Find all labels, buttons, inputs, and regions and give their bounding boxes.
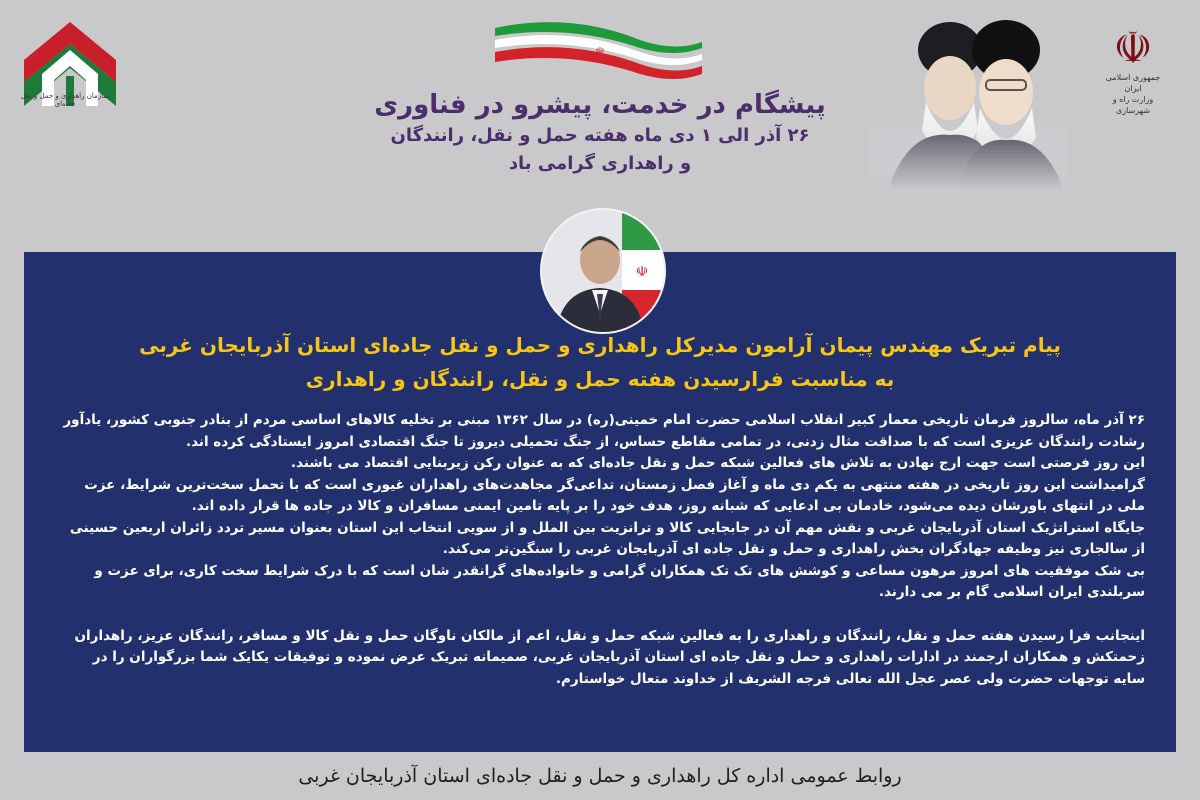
message-title-line2: به مناسبت فرارسیدن هفته حمل و نقل، رانندگان و راهداری bbox=[305, 367, 895, 391]
left-logo-caption: سازمان راهداری و حمل و نقل جاده‌ای bbox=[20, 92, 110, 108]
slogan-line3: و راهداری گرامی باد bbox=[508, 153, 692, 174]
footer-credit: روابط عمومی اداره کل راهداری و حمل و نقل جاده‌ای استان آذربایجان غربی bbox=[298, 765, 902, 787]
message-title-line1: پیام تبریک مهندس پیمان آرامون مدیرکل راهداری و حمل و نقل جاده‌ای استان آذربایجان غربی bbox=[139, 333, 1061, 357]
svg-text:☫: ☫ bbox=[595, 46, 605, 57]
paragraph: بی شک موفقیت های امروز مرهون مساعی و کوشش های تک تک همکاران گرامی و خانواده‌های گرانقدر شان است که با درک شرایط سخت کاری، برای عزت و سربلندی ایران اسلامی گام بر می دارند. bbox=[94, 562, 1145, 600]
slogan bbox=[320, 88, 880, 178]
slogan-line2: ۲۶ آذر الی ۱ دی ماه هفته حمل و نقل، رانندگان bbox=[390, 125, 810, 146]
paragraph: گرامیداشت این روز تاریخی در هفته منتهی به یکم دی ماه و آغاز فصل زمستان، تداعی‌گر مجاهدت‌های راهداران غیوری است که با تحمل سخت‌ترین شرایط، عزت ملی در انتهای باورشان دیده می‌شود، خادمان بی ادعایی که شبانه روز، هدف خود را بر پایه تامین ایمنی مسافران و کالا در جاده ها قرار داده اند. bbox=[84, 476, 1145, 514]
ministry-caption-line2: وزارت راه و شهرسازی bbox=[1112, 95, 1154, 115]
iran-flag-ribbon-icon bbox=[490, 18, 705, 88]
director-photo bbox=[540, 208, 666, 334]
paragraph: این روز فرصتی است جهت ارج نهادن به تلاش های فعالین شبکه حمل و نقل جاده‌ای که به عنوان رکن زیربنایی اقتصاد می باشند. bbox=[290, 455, 1145, 471]
ministry-logo bbox=[1098, 23, 1168, 116]
paragraph: جایگاه استراتژیک استان آذربایجان غربی و نقش مهم آن در جابجایی کالا و ترانزیت بین الملل و از سویی انتخاب این استان بعنوان مسیر تردد زائران اربعین حسینی از سالجاری نیز وظیفه جهادگران بخش راهداری و حمل و نقل جاده ای آذربایجان غربی را سنگین‌تر می‌کند. bbox=[69, 519, 1145, 557]
message-body bbox=[60, 410, 1145, 690]
leaders-portrait-image bbox=[868, 10, 1068, 190]
slogan-line1: پیشگام در خدمت، پیشرو در فناوری bbox=[374, 90, 826, 120]
message-title bbox=[60, 330, 1140, 394]
paragraph: اینجانب فرا رسیدن هفته حمل و نقل، رانندگان و راهداری را به فعالین شبکه حمل و نقل، اعم از مالکان ناوگان حمل و نقل کالا و مسافر، رانندگان عزیز، راهداران زحمتکش و همکاران ارجمند در ادارات راهداری و حمل و نقل جاده ای استان آذربایجان غربی، صمیمانه تبریک عرض نموده و توفیقات یکایک شما بزرگواران را در سایه توجهات حضرت ولی عصر عجل الله تعالی فرجه الشریف از خداوند متعال خواستارم. bbox=[74, 627, 1145, 687]
svg-text:☫: ☫ bbox=[635, 264, 649, 280]
spacer bbox=[60, 604, 1145, 626]
paragraph: ۲۶ آذر ماه، سالروز فرمان تاریخی معمار کبیر انقلاب اسلامی حضرت امام خمینی(ره) در سال ۱۳۶۲ مبنی بر تخلیه کالاهای اساسی مردم از بنادر جنوبی کشور، یادآور رشادت رانندگان عزیزی است که با صداقت مثال زدنی، در تمامی مقاطع حساس، از جنگ تحمیلی دیروز تا جنگ اقتصادی امروز ایستادگی کرده اند. bbox=[63, 412, 1145, 450]
iran-emblem-icon: ☫ bbox=[1113, 23, 1153, 74]
ministry-caption-line1: جمهوری اسلامی ایران bbox=[1105, 73, 1161, 93]
